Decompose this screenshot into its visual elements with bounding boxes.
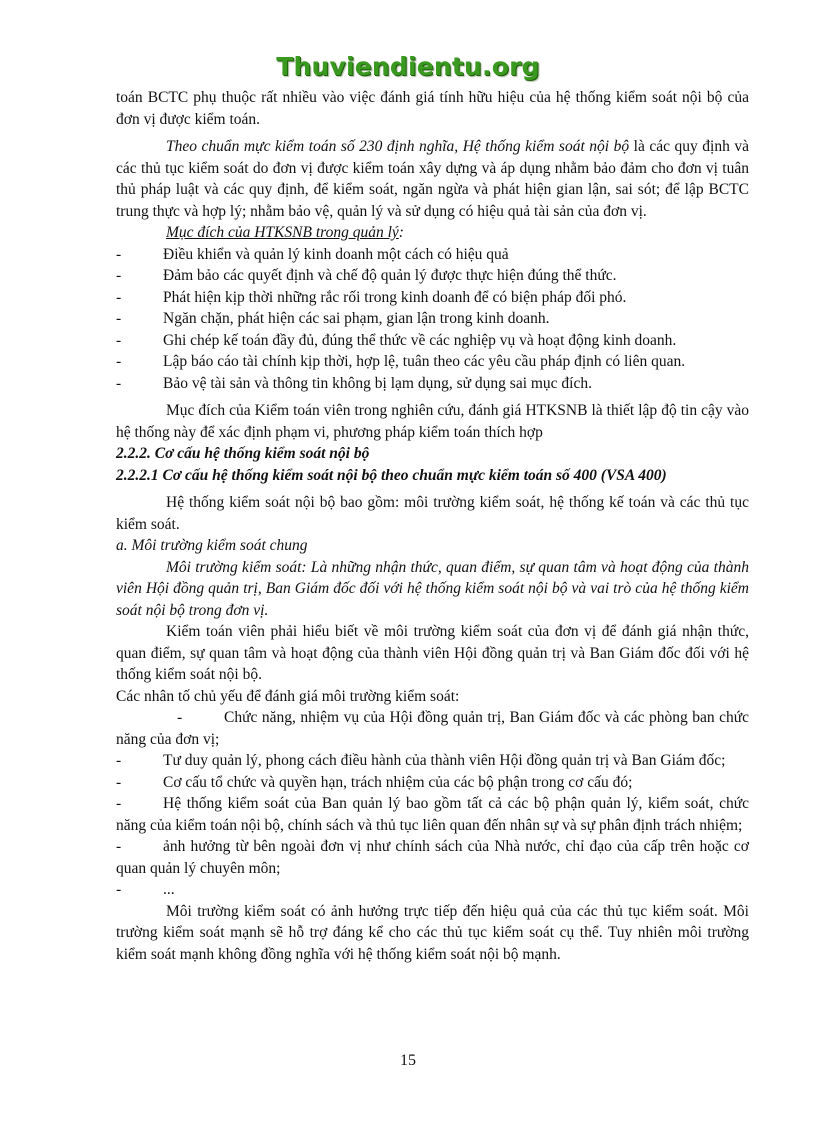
list-item-text: Bảo vệ tài sản và thông tin không bị lạm dụng, sử dụng sai mục đích.: [163, 374, 592, 392]
list-item-text: Chức năng, nhiệm vụ của Hội đồng quản trị, Ban Giám đốc và các phòng ban chức năng của đơn vị;: [116, 709, 749, 748]
section-heading-2-2-2-1: 2.2.2.1 Cơ cấu hệ thống kiểm soát nội bộ theo chuẩn mực kiểm toán số 400 (VSA 400): [116, 466, 667, 484]
definition-rest: là các quy định và các thủ tục kiểm soát do đơn vị được kiểm toán xây dựng và áp dụng nhằm bảo đảm cho đơn vị tuân thủ pháp luật và các quy định, để kiểm soát, ngăn ngừa và phát hiện gian lận, sai sót; để lập BCTC trung thực và hợp lý; nhằm bảo vệ, quản lý và sử dụng có hiệu quả tài sản của đơn vị.: [116, 138, 750, 220]
bullet-dash: -: [116, 331, 122, 349]
list-item: [116, 308, 749, 330]
list-item: [116, 244, 749, 266]
bullet-dash: -: [116, 353, 122, 370]
site-logo: Thuviendientu.org: [276, 52, 540, 81]
page-number: 15: [400, 1052, 416, 1069]
paragraph-components: Hệ thống kiểm soát nội bộ bao gồm: môi trường kiểm soát, hệ thống kế toán và các thủ tục kiểm soát.: [116, 494, 749, 533]
bullet-dash: -: [116, 267, 122, 284]
bullet-dash: -: [116, 838, 122, 855]
purpose-heading: [116, 222, 749, 244]
document-body: [116, 87, 749, 965]
list-item: [116, 750, 749, 772]
list-item: [116, 879, 749, 901]
bullet-dash: -: [116, 795, 122, 812]
bullet-dash: -: [116, 288, 122, 306]
paragraph-environment-effect: Môi trường kiểm soát có ảnh hưởng trực tiếp đến hiệu quả của các thủ tục kiểm soát. Môi trường kiểm soát mạnh sẽ hỗ trợ đáng kể cho các thủ tục kiểm soát cụ thể. Tuy nhiên môi trường kiểm soát mạnh không đồng nghĩa với hệ thống kiểm soát nội bộ mạnh.: [116, 902, 749, 963]
paragraph-1: toán BCTC phụ thuộc rất nhiều vào việc đánh giá tính hữu hiệu của hệ thống kiểm soát nội bộ của đơn vị được kiểm toán.: [116, 89, 749, 128]
definition-italic: Theo chuẩn mực kiểm toán số 230 định nghĩa, Hệ thống kiểm soát nội bộ: [166, 138, 630, 155]
paragraph-factors-intro: Các nhân tố chủ yếu để đánh giá môi trường kiểm soát:: [116, 687, 460, 705]
list-item: [116, 707, 749, 750]
bullet-dash: -: [116, 310, 122, 327]
list-item-text: ...: [163, 881, 175, 898]
list-item: [116, 373, 749, 395]
purpose-heading-text: Mục đích của HTKSNB trong quản lý: [166, 224, 399, 241]
bullet-dash: -: [116, 374, 122, 392]
list-item: [116, 772, 749, 794]
list-item: [116, 836, 749, 879]
purpose-heading-colon: :: [398, 224, 404, 241]
list-item-text: ảnh hưởng từ bên ngoài đơn vị như chính sách của Nhà nước, chỉ đạo của cấp trên hoặc cơ quan quản lý chuyên môn;: [116, 838, 749, 877]
list-item-text: Cơ cấu tổ chức và quyền hạn, trách nhiệm của các bộ phận trong cơ cấu đó;: [163, 773, 633, 791]
list-item-text: Phát hiện kịp thời những rắc rối trong kinh doanh để có biện pháp đối phó.: [163, 288, 627, 306]
list-item-text: Lập báo cáo tài chính kịp thời, hợp lệ, tuân theo các yêu cầu pháp định có liên quan.: [163, 353, 686, 370]
paragraph-auditor-purpose: Mục đích của Kiểm toán viên trong nghiên cứu, đánh giá HTKSNB là thiết lập độ tin cậy vào hệ thống này để xác định phạm vi, phương pháp kiểm toán thích hợp: [116, 402, 749, 441]
list-item-text: Điều khiển và quản lý kinh doanh một cách có hiệu quả: [163, 245, 509, 263]
bullet-dash: -: [116, 881, 122, 898]
list-item: [116, 265, 749, 287]
subheading-control-environment: a. Môi trường kiểm soát chung: [116, 537, 308, 554]
bullet-dash: -: [116, 773, 122, 791]
paragraph-auditor-understanding: Kiểm toán viên phải hiểu biết về môi trường kiểm soát của đơn vị để đánh giá nhận thức, quan điểm, sự quan tâm và hoạt động của thành viên Hội đồng quản trị và Ban Giám đốc đối với hệ thống kiểm soát nội bộ.: [116, 623, 749, 683]
list-item-text: Đảm bảo các quyết định và chế độ quản lý được thực hiện đúng thể thức.: [163, 267, 617, 284]
list-item-text: Hệ thống kiểm soát của Ban quản lý bao gồm tất cả các bộ phận quản lý, kiểm soát, chức năng của kiểm toán nội bộ, chính sách và thủ tục liên quan đến nhân sự và sự phân định trách nhiệm;: [116, 795, 749, 834]
list-item: [116, 330, 749, 352]
bullet-dash: -: [116, 245, 122, 263]
paragraph-environment-definition: Môi trường kiểm soát: Là những nhận thức, quan điểm, sự quan tâm và hoạt động của thành viên Hội đồng quản trị, Ban Giám đốc đối với hệ thống kiểm soát nội bộ và vai trò của hệ thống kiểm soát nội bộ trong đơn vị.: [116, 558, 749, 619]
list-item: [116, 351, 749, 373]
section-heading-2-2-2: 2.2.2. Cơ cấu hệ thống kiểm soát nội bộ: [116, 445, 370, 462]
bullet-dash: -: [116, 752, 122, 769]
bullet-dash: -: [177, 709, 183, 726]
list-item: [116, 287, 749, 309]
list-item-text: Tư duy quản lý, phong cách điều hành của thành viên Hội đồng quản trị và Ban Giám đốc;: [163, 752, 726, 769]
list-item-text: Ngăn chặn, phát hiện các sai phạm, gian lận trong kinh doanh.: [163, 310, 550, 327]
list-item: [116, 793, 749, 836]
list-item-text: Ghi chép kế toán đầy đủ, đúng thể thức về các nghiệp vụ và hoạt động kinh doanh.: [163, 331, 677, 349]
paragraph-definition: [116, 136, 749, 222]
